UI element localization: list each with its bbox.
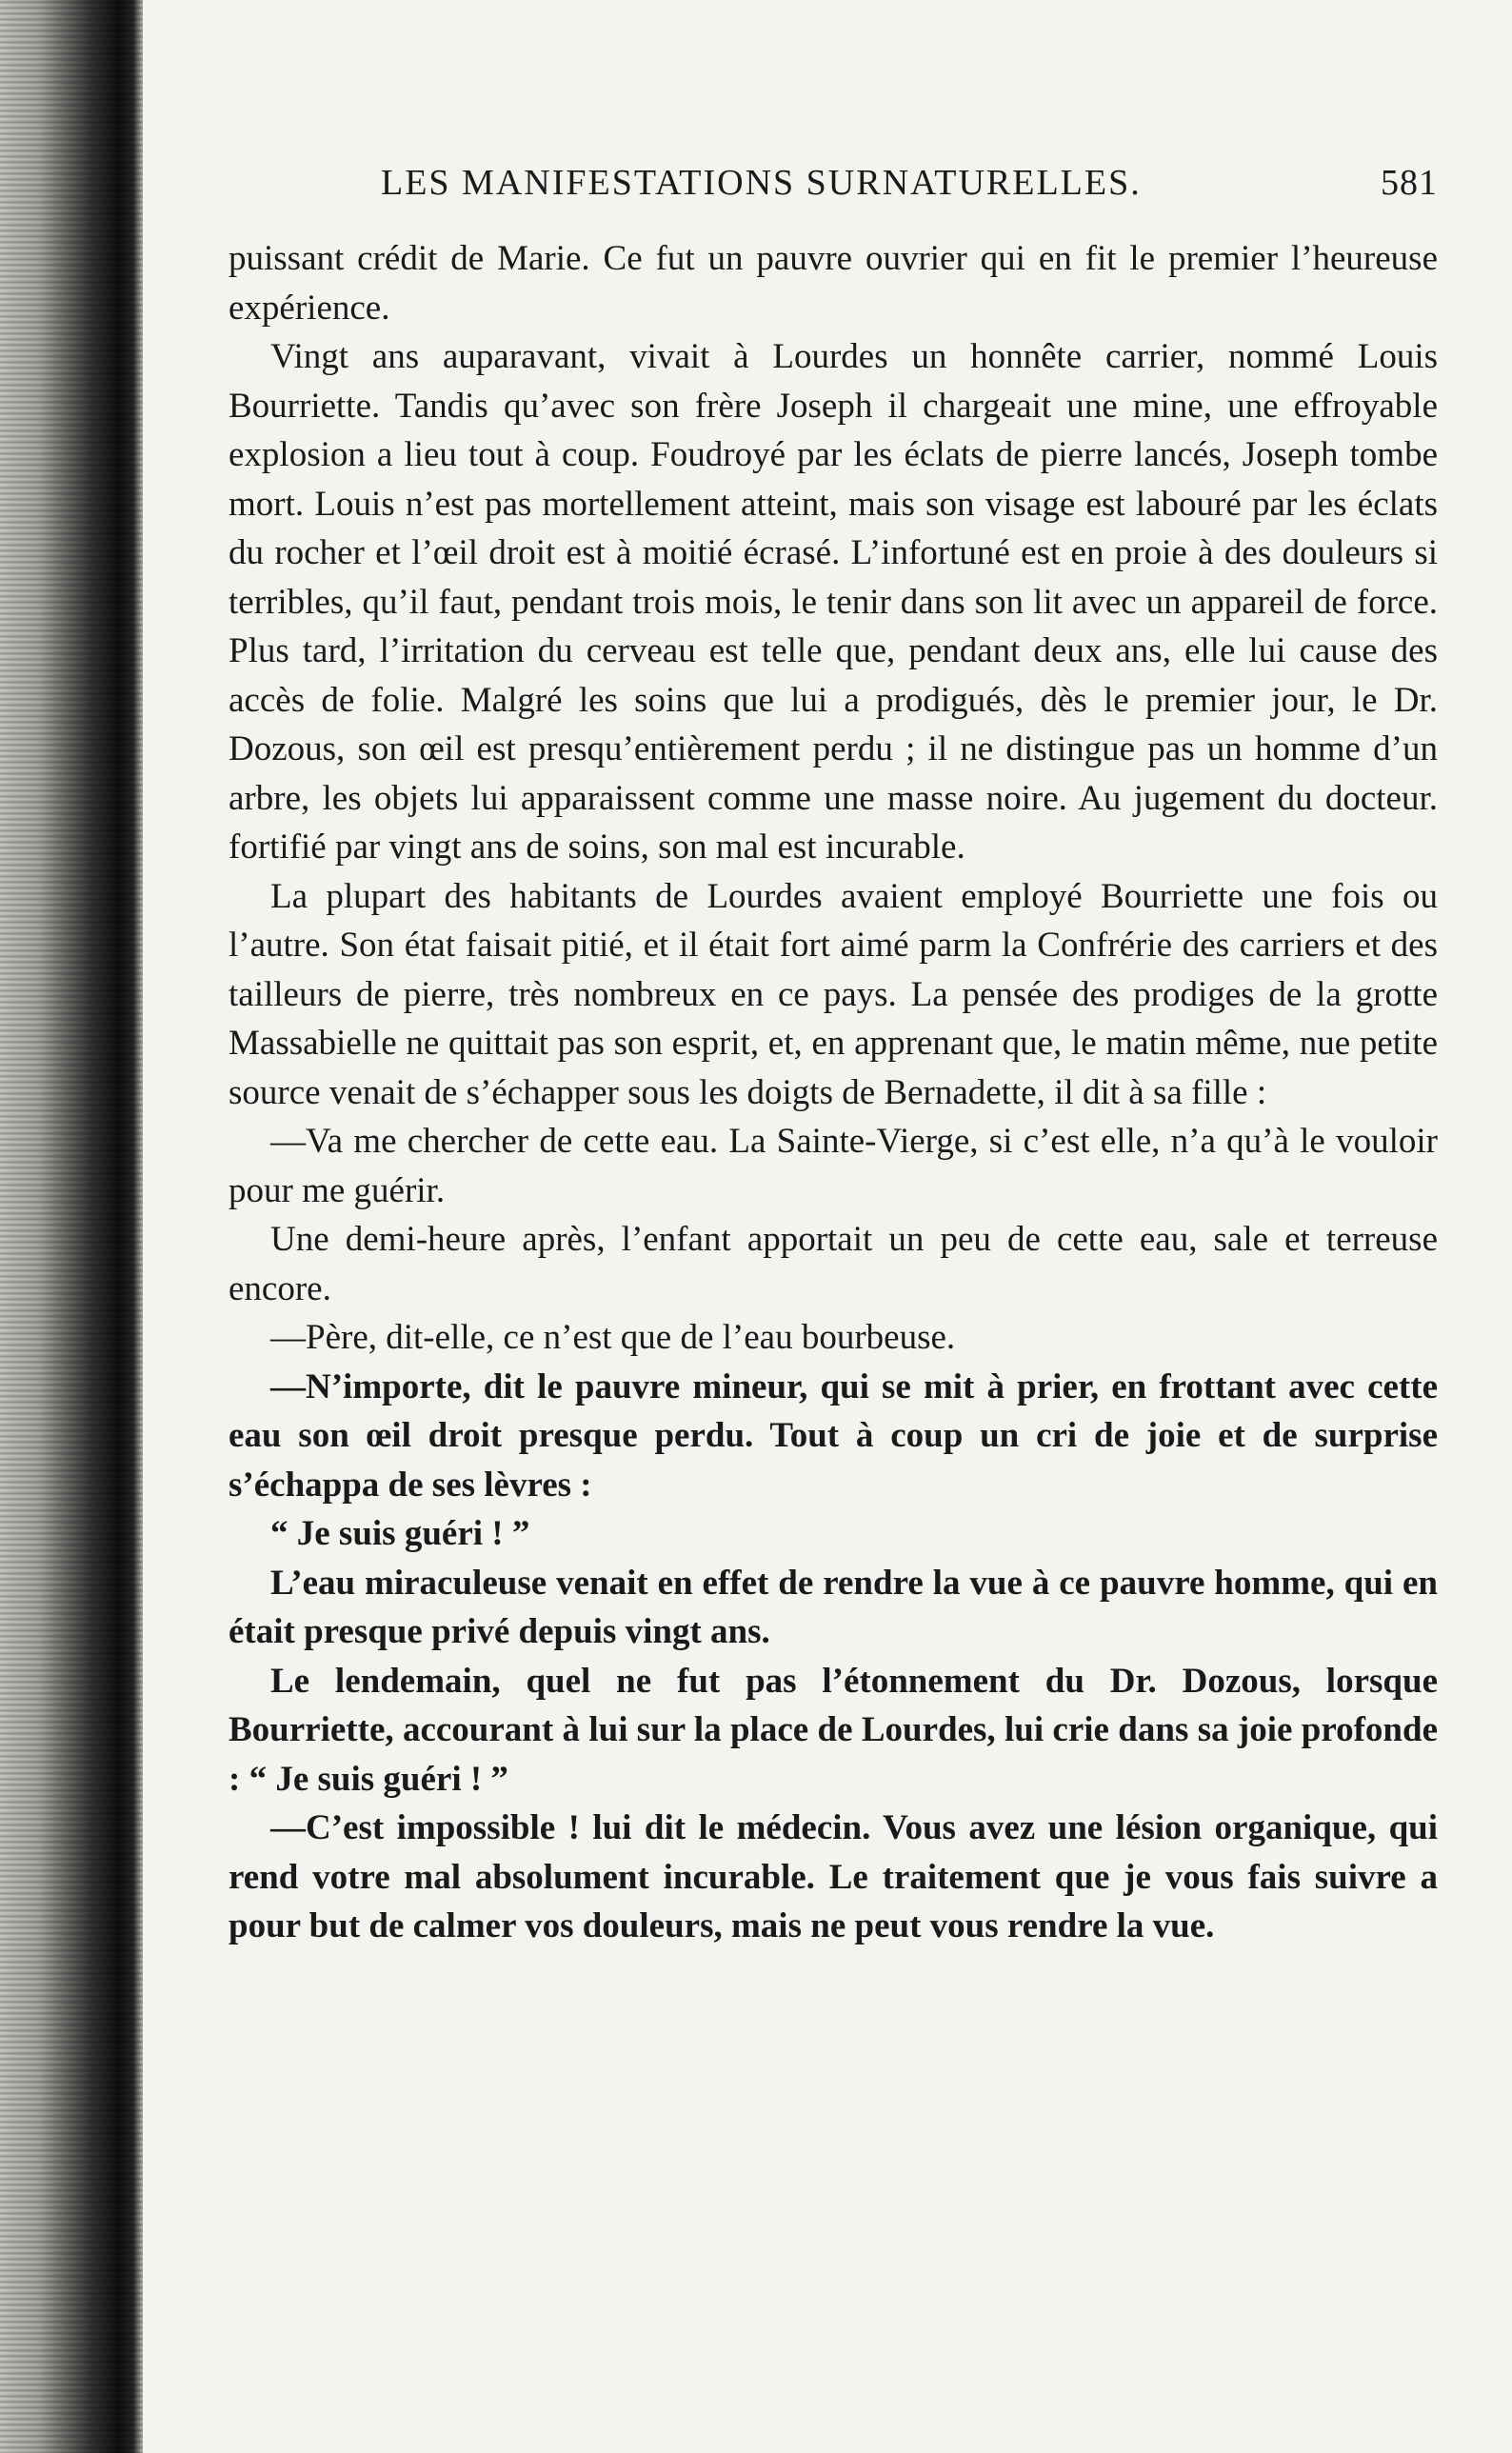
paragraph-11: —C’est impossible ! lui dit le médecin. Vous avez une lésion organique, qui rend votre mal absolument incurable. Le traitement que je vous fais suivre a pour but de calmer vos douleurs, mais ne peut vous rendre la vue. bbox=[229, 1808, 1438, 1945]
paragraph-10: Le lendemain, quel ne fut pas l’étonnement du Dr. Dozous, lorsque Bourriette, accourant à lui sur la place de Lourdes, lui crie dans sa joie profonde : “ Je suis guéri ! ” bbox=[229, 1661, 1438, 1799]
paragraph-8: “ Je suis guéri ! ” bbox=[270, 1514, 530, 1553]
paragraph-4: —Va me chercher de cette eau. La Sainte-Vierge, si c’est elle, n’a qu’à le vouloir pour me guérir. bbox=[229, 1122, 1438, 1210]
running-header bbox=[381, 162, 1438, 204]
paragraph-2: Vingt ans auparavant, vivait à Lourdes un honnête carrier, nommé Louis Bourriette. Tandis qu’avec son frère Joseph il chargeait une mine, une effroyable explosion a lieu tout à coup. Foudroyé par les éclats de pierre lancés, Joseph tombe mort. Louis n’est pas mortellement atteint, mais son visage est labouré par les éclats du rocher et l’œil droit est à moitié écrasé. L’infortuné est en proie à des douleurs si terribles, qu’il faut, pendant trois mois, le tenir dans son lit avec un appareil de force. Plus tard, l’irritation du cerveau est telle que, pendant deux ans, elle lui cause des accès de folie. Malgré les soins que lui a prodigués, dès le premier jour, le Dr. Dozous, son œil est presqu’entièrement perdu ; il ne distingue pas un homme d’un arbre, les objets lui apparaissent comme une masse noire. Au jugement du docteur. fortifié par vingt ans de soins, son mal est incurable. bbox=[229, 337, 1438, 867]
paragraph-1: puissant crédit de Marie. Ce fut un pauvre ouvrier qui en fit le premier l’heureuse expérience. bbox=[229, 239, 1438, 328]
book-binding-shadow bbox=[0, 0, 143, 2453]
page-number: 581 bbox=[1381, 163, 1438, 203]
paragraph-6: —Père, dit-elle, ce n’est que de l’eau bourbeuse. bbox=[270, 1318, 956, 1357]
book-page bbox=[229, 162, 1438, 2352]
paragraph-7: —N’importe, dit le pauvre mineur, qui se mit à prier, en frottant avec cette eau son œil droit presque perdu. Tout à coup un cri de joie et de surprise s’échappa de ses lèvres : bbox=[229, 1366, 1438, 1505]
paragraph-5: Une demi-heure après, l’enfant apportait un peu de cette eau, sale et terreuse encore. bbox=[229, 1220, 1438, 1308]
body-text bbox=[229, 234, 1438, 1951]
paragraph-3: La plupart des habitants de Lourdes avaient employé Bourriette une fois ou l’autre. Son état faisait pitié, et il était fort aimé parm la Confrérie des carriers et des tailleurs de pierre, très nombreux en ce pays. La pensée des prodiges de la grotte Massabielle ne quittait pas son esprit, et, en apprenant que, le matin même, nue petite source venait de s’échapper sous les doigts de Bernadette, il dit à sa fille : bbox=[229, 876, 1438, 1112]
paragraph-9: L’eau miraculeuse venait en effet de rendre la vue à ce pauvre homme, qui en était presque privé depuis vingt ans. bbox=[229, 1563, 1438, 1651]
running-title: LES MANIFESTATIONS SURNATURELLES. bbox=[381, 163, 1142, 203]
